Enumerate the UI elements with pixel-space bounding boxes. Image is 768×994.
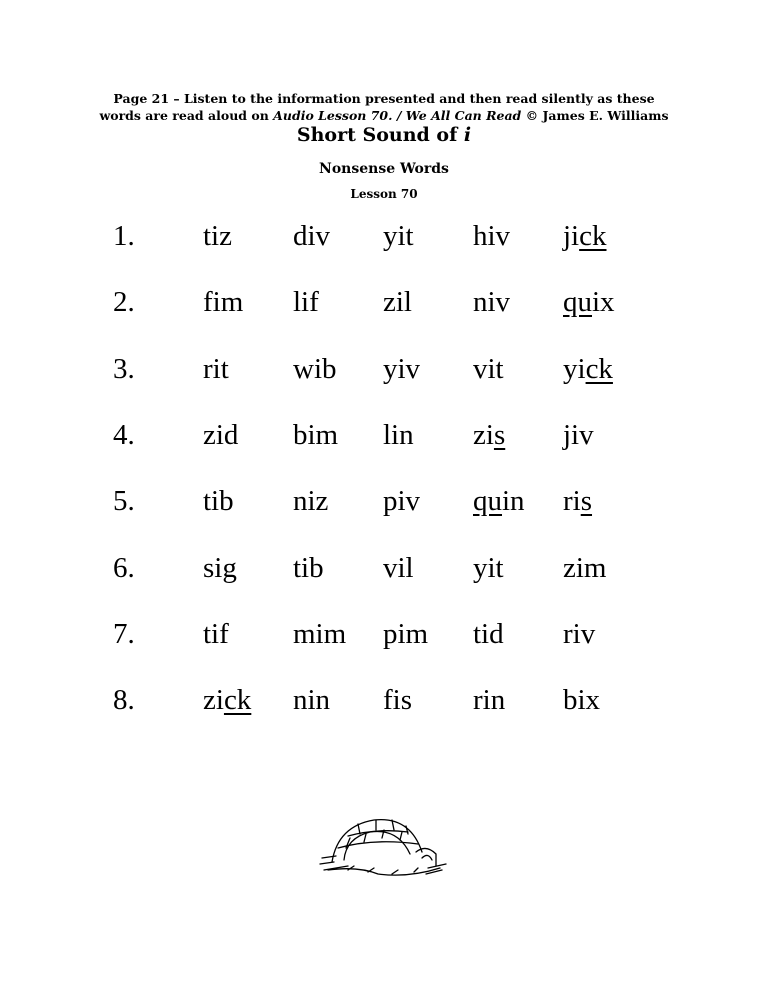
word-part: zid [203,418,239,451]
word-part: tiz [203,220,232,252]
word-row [0,485,768,525]
nonsense-word [473,353,504,386]
row-number: 4. [113,418,135,451]
nonsense-word [203,419,238,452]
instructions-prefix: words are read aloud on [99,108,274,123]
word-part: yi [563,352,586,385]
word-row [0,353,768,393]
nonsense-word [473,684,505,717]
word-row [0,286,768,326]
word-part: in [502,485,525,518]
word-part: fis [383,684,412,717]
underlined-letters: s [493,418,506,451]
nonsense-word [473,552,504,585]
nonsense-word [473,419,505,452]
copyright-notice: © James E. Williams [521,108,669,123]
nonsense-word [563,684,600,717]
underlined-letters: s [580,485,593,518]
nonsense-word [293,419,338,452]
nonsense-word [383,286,412,319]
word-part: tib [293,551,324,584]
word-part: hiv [473,220,511,252]
word-part: lin [383,418,414,451]
nonsense-word [383,552,414,585]
word-part: yiv [383,352,421,385]
page-instructions [0,90,768,124]
word-part: niv [473,286,511,319]
nonsense-word [563,552,607,585]
word-part: fim [203,286,244,319]
nonsense-word [203,220,232,253]
row-number: 3. [113,352,135,385]
nonsense-word [293,286,319,319]
word-row [0,419,768,459]
word-part: wib [293,352,337,385]
word-row [0,684,768,724]
row-number: 7. [113,617,135,650]
nonsense-word [563,353,613,386]
word-part: yit [383,220,414,252]
word-part: niz [293,485,329,518]
nonsense-word [293,684,330,717]
underlined-letters: qu [563,286,592,319]
word-part: ix [592,286,615,319]
word-row [0,552,768,592]
nonsense-word [473,286,510,319]
underlined-letters: qu [473,485,502,518]
row-number: 6. [113,551,135,584]
page-title [0,124,768,146]
word-part: sig [203,551,237,584]
row-number: 8. [113,684,135,717]
word-part: zil [383,286,412,319]
word-part: piv [383,485,421,518]
nonsense-word [473,485,525,518]
nonsense-word [473,220,510,253]
title-text: Short Sound of [296,124,464,146]
nonsense-word [203,618,229,651]
row-number: 1. [113,220,135,252]
instructions-line-1: Page 21 – Listen to the information presented and then read silently as these [113,91,655,106]
nonsense-word [383,353,420,386]
word-part: mim [293,617,347,650]
word-part: lif [293,286,319,319]
word-part: bix [563,684,601,717]
row-number: 5. [113,485,135,518]
nonsense-word [383,220,414,253]
nonsense-word [203,485,234,518]
word-part: rit [203,352,229,385]
word-part: ri [563,485,581,518]
nonsense-word [383,684,412,717]
nonsense-word [203,353,229,386]
nonsense-word [203,684,251,717]
audio-lesson-reference: Audio Lesson 70. / We All Can Read [273,108,522,123]
word-part: pim [383,617,429,650]
word-part: div [293,220,331,252]
word-row [0,220,768,260]
word-part: ji [563,220,580,252]
nonsense-word [563,220,607,253]
nonsense-word [383,618,428,651]
nonsense-word [563,618,595,651]
igloo-icon [318,808,448,880]
nonsense-word [383,485,420,518]
nonsense-word [293,618,346,651]
nonsense-word [563,419,594,452]
nonsense-word [473,618,504,651]
nonsense-word [203,552,237,585]
nonsense-word [203,286,243,319]
title-letter: i [463,124,472,146]
word-part: zim [563,551,607,584]
nonsense-word [383,419,414,452]
word-part: zi [473,418,494,451]
word-part: tib [203,485,234,518]
word-part: bim [293,418,339,451]
word-part: vit [473,352,504,385]
nonsense-word [293,353,337,386]
word-part: vil [383,551,414,584]
instructions-line-2 [0,107,768,124]
lesson-label: Lesson 70 [350,187,418,201]
underlined-letters: ck [223,684,252,717]
word-part: riv [563,617,596,650]
word-row [0,618,768,658]
word-part: tid [473,617,504,650]
word-part: tif [203,617,229,650]
nonsense-word [293,485,328,518]
word-part: nin [293,684,331,717]
nonsense-word [293,220,330,253]
underlined-letters: ck [585,352,613,385]
nonsense-word [293,552,324,585]
word-part: zi [203,684,224,717]
page-subtitle: Nonsense Words [319,161,449,177]
word-part: yit [473,551,504,584]
underlined-letters: ck [579,220,607,252]
word-part: rin [473,684,506,717]
word-part: jiv [563,418,594,451]
row-number: 2. [113,286,135,319]
nonsense-word [563,286,615,319]
nonsense-word [563,485,592,518]
